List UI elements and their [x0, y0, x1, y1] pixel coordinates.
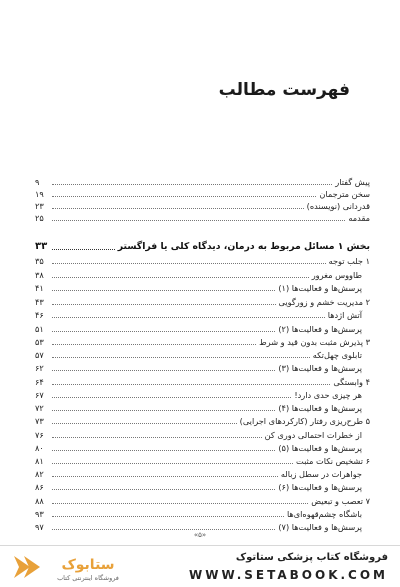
toc-entry-page: ۳۸ [35, 270, 44, 280]
toc-entry-page: ۷۶ [35, 430, 44, 440]
toc-entry-title: طاووس مغرور [311, 270, 362, 280]
toc-entry-title: هر چیزی حدی دارد! [294, 390, 362, 400]
dot-leader [52, 357, 310, 358]
dot-leader [52, 384, 330, 385]
toc-entry-page: ۸۱ [35, 456, 44, 466]
toc-entry-page: ۵۳ [35, 337, 44, 347]
toc-entry-page: ۵۷ [35, 350, 44, 360]
publisher-banner [0, 545, 400, 587]
toc-entry-title: جواهرات در سطل زباله [280, 469, 362, 479]
logo-wordmark: ستابوک [61, 557, 115, 573]
toc-entry-title: پرسش‌ها و فعالیت‌ها (۶) [278, 482, 362, 492]
toc-entry-title: ۷ تعصب و تبعیض [311, 496, 370, 506]
toc-entry-page: ۳۵ [35, 256, 44, 266]
toc-entry-title: سخن مترجمان [319, 189, 370, 199]
dot-leader [52, 208, 304, 209]
toc-section-heading[interactable] [35, 240, 370, 252]
dot-leader [52, 331, 275, 332]
dot-leader [52, 184, 332, 185]
dot-leader [52, 277, 309, 278]
toc-entry-title: ۶ تشخیص نکات مثبت [296, 456, 370, 466]
toc-entry-page: ۷۲ [35, 403, 44, 413]
dot-leader [52, 370, 275, 371]
dot-leader [52, 220, 345, 221]
toc-entry-page: ۶۲ [35, 363, 44, 373]
dot-leader [52, 344, 256, 345]
toc-entry-page: ۴۶ [35, 310, 44, 320]
toc-entry-page: ۲۵ [35, 213, 44, 223]
toc-entry[interactable] [35, 211, 370, 223]
toc-entry[interactable] [35, 467, 370, 479]
dot-leader [52, 290, 275, 291]
toc-entry[interactable] [35, 295, 370, 307]
toc-entry-page: ۳۳ [35, 241, 48, 252]
toc-entry-title: ۳ پذیرش مثبت بدون قید و شرط [259, 337, 370, 347]
toc-entry-page: ۸۸ [35, 496, 44, 506]
dot-leader [52, 304, 276, 305]
toc-entry-title: ۴ وابستگی [333, 377, 370, 387]
toc-entry-title: پرسش‌ها و فعالیت‌ها (۴) [278, 403, 362, 413]
toc-entry[interactable] [35, 361, 370, 373]
dot-leader [52, 489, 275, 490]
dot-leader [52, 476, 278, 477]
toc-entry[interactable] [35, 428, 370, 440]
dot-leader [52, 410, 275, 411]
setabook-logo-icon[interactable] [8, 550, 130, 584]
dot-leader [52, 450, 275, 451]
toc-entry-page: ۴۳ [35, 297, 44, 307]
toc-entry[interactable] [35, 308, 370, 320]
dot-leader [52, 423, 237, 424]
toc-entry[interactable] [35, 401, 370, 413]
dot-leader [52, 397, 291, 398]
toc-entry-page: ۹ [35, 177, 40, 187]
toc-entry-page: ۴۱ [35, 283, 44, 293]
page-title: فهرست مطالب [218, 80, 350, 100]
toc-entry-title: پرسش‌ها و فعالیت‌ها (۳) [278, 363, 362, 373]
dot-leader [52, 516, 284, 517]
toc-entry[interactable] [35, 507, 370, 519]
toc-entry-page: ۶۷ [35, 390, 44, 400]
toc-entry-title: ۲ مدیریت خشم و زورگویی [278, 297, 370, 307]
dot-leader [52, 437, 262, 438]
toc-entry[interactable] [35, 441, 370, 453]
toc-entry[interactable] [35, 175, 370, 187]
toc-entry-page: ۷۳ [35, 416, 44, 426]
toc-entry-page: ۹۷ [35, 522, 44, 532]
toc-entry-title: آتش اژدها [327, 310, 362, 320]
toc-entry-title: ۱ جلب توجه [328, 256, 370, 266]
dot-leader [52, 196, 316, 197]
toc-entry[interactable] [35, 348, 370, 360]
toc-entry-title: بخش ۱ مسائل مربوط به درمان، دیدگاه کلی یا فراگستر [117, 241, 370, 252]
toc-entry-title: پرسش‌ها و فعالیت‌ها (۵) [278, 443, 362, 453]
toc-entry-page: ۸۶ [35, 482, 44, 492]
toc-entry-title: از خطرات احتمالی دوری کن [264, 430, 362, 440]
toc-entry-title: پرسش‌ها و فعالیت‌ها (۷) [278, 522, 362, 532]
dot-leader [52, 463, 293, 464]
toc-entry[interactable] [35, 494, 370, 506]
toc-entry-page: ۸۰ [35, 443, 44, 453]
toc-entry-title: پرسش‌ها و فعالیت‌ها (۲) [278, 324, 362, 334]
toc-entry[interactable] [35, 187, 370, 199]
toc-entry[interactable] [35, 254, 370, 266]
dot-leader [52, 503, 308, 504]
toc-entry-title: مقدمه [348, 213, 370, 223]
toc-entry[interactable] [35, 388, 370, 400]
toc-entry-title: باشگاه چشم‌قهوه‌ای‌ها [286, 509, 362, 519]
toc-entry-page: ۵۱ [35, 324, 44, 334]
toc-entry[interactable] [35, 375, 370, 387]
toc-entry[interactable] [35, 414, 370, 426]
toc-entry[interactable] [35, 454, 370, 466]
toc-entry-page: ۸۲ [35, 469, 44, 479]
toc-entry-page: ۹۳ [35, 509, 44, 519]
toc-entry-title: پیش گفتار [335, 177, 370, 187]
toc-entry[interactable] [35, 335, 370, 347]
page-number: «۵» [193, 531, 207, 539]
toc-entry[interactable] [35, 268, 370, 280]
store-url[interactable]: WWW.SETABOOK.COM [188, 568, 388, 582]
toc-entry-page: ۶۴ [35, 377, 44, 387]
toc-entry[interactable] [35, 281, 370, 293]
toc-entry-page: ۱۹ [35, 189, 44, 199]
dot-leader [52, 317, 325, 318]
toc-entry[interactable] [35, 322, 370, 334]
store-name: فروشگاه کتاب پزشکی ستاتوک [235, 552, 388, 563]
dot-leader [52, 249, 115, 250]
toc-entry-title: قدردانی (نویسنده) [306, 201, 370, 211]
toc-entry-title: پرسش‌ها و فعالیت‌ها (۱) [278, 283, 362, 293]
dot-leader [52, 263, 326, 264]
toc-entry-title: تابلوی چهل‌تکه [312, 350, 362, 360]
dot-leader [52, 529, 275, 530]
toc-entry[interactable] [35, 480, 370, 492]
toc-entry-page: ۲۳ [35, 201, 44, 211]
logo-subtext: فروشگاه اینترنتی کتاب [57, 574, 119, 582]
toc-entry[interactable] [35, 199, 370, 211]
toc-entry-title: ۵ طرح‌ریزی رفتار (کارکردهای اجرایی) [239, 416, 370, 426]
